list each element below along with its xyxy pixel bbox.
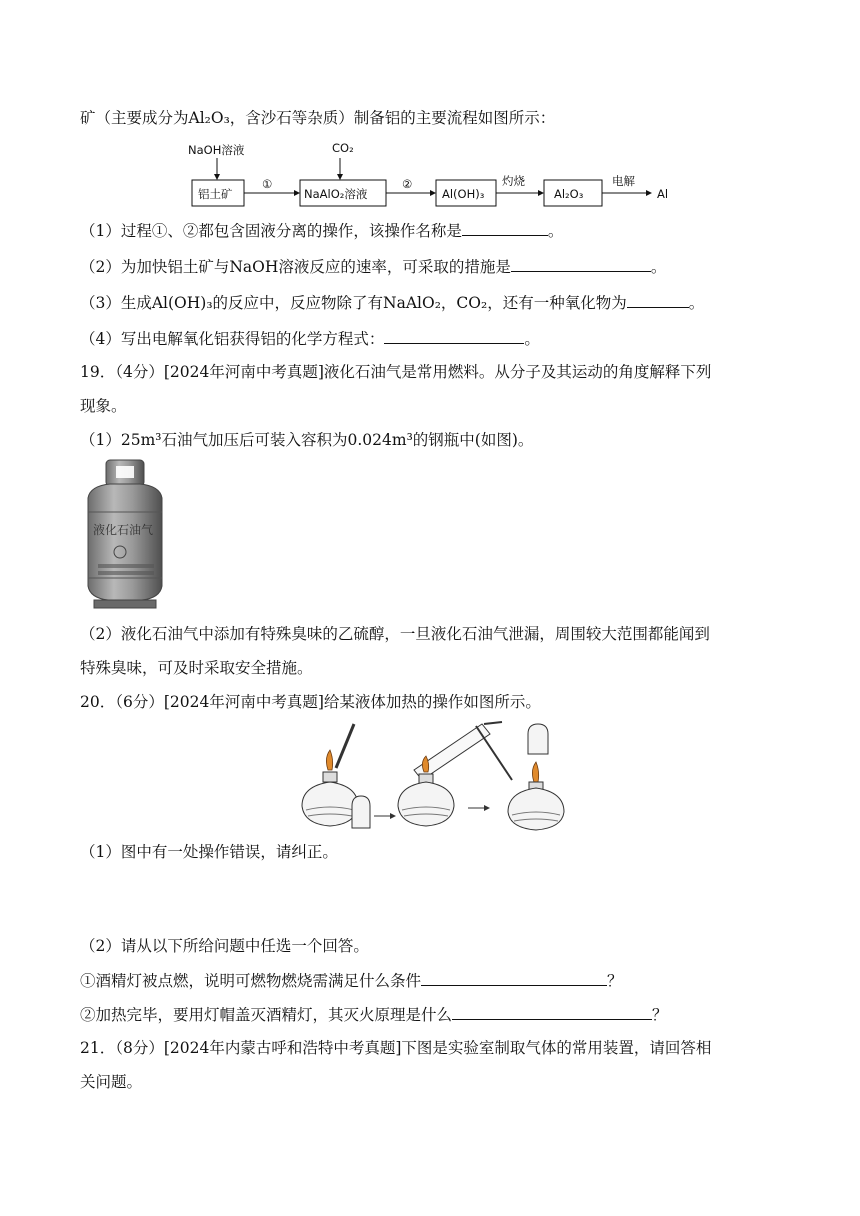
q19-part2-line2: 特殊臭味，可及时采取安全措施。 <box>80 659 313 677</box>
lamp-1 <box>302 724 358 826</box>
process-flow-diagram <box>180 140 680 210</box>
cylinder-label: 液化石油气 <box>93 523 154 537</box>
lamp-2 <box>398 722 512 826</box>
answer-blank[interactable] <box>627 292 689 308</box>
answer-blank[interactable] <box>462 220 548 236</box>
q18-part2: （2）为加快铝土矿与NaOH溶液反应的速率，可采取的措施是 。 <box>80 258 667 276</box>
flow-box-al2o3: Al₂O₃ <box>554 187 584 201</box>
answer-blank[interactable] <box>511 256 651 272</box>
q18-part1: （1）过程①、②都包含固液分离的操作，该操作名称是 。 <box>80 222 564 240</box>
intro-text: 矿（主要成分为Al₂O₃，含沙石等杂质）制备铝的主要流程如图所示： <box>80 109 556 127</box>
q20-stem: 20．（6分）[2024年河南中考真题]给某液体加热的操作如图所示。 <box>80 693 541 711</box>
gas-cylinder-image <box>80 458 170 610</box>
q19-stem-line1: 19．（4分）[2024年河南中考真题]液化石油气是常用燃料。从分子及其运动的角度解释下列 <box>80 363 712 381</box>
flow-step-calcine: 灼烧 <box>502 174 525 188</box>
flow-step-electrolysis: 电解 <box>612 174 635 188</box>
flow-reagent-naoh: NaOH溶液 <box>188 143 245 157</box>
flow-product-al: Al <box>657 187 669 201</box>
q21-stem-line1: 21．（8分）[2024年内蒙古呼和浩特中考真题]下图是实验室制取气体的常用装置，请回答相 <box>80 1039 712 1057</box>
flow-box-bauxite: 铝土矿 <box>198 187 233 201</box>
flow-step-2: ② <box>402 177 413 191</box>
q19-part2-line1: （2）液化石油气中添加有特殊臭味的乙硫醇，一旦液化石油气泄漏，周围较大范围都能闻到 <box>80 625 710 643</box>
q20-option2: ②加热完毕，要用灯帽盖灭酒精灯，其灭火原理是什么 ？ <box>80 1006 668 1024</box>
q20-option1: ①酒精灯被点燃，说明可燃物燃烧需满足什么条件 ？ <box>80 972 623 990</box>
flow-step-1: ① <box>262 177 273 191</box>
q19-part1: （1）25m³石油气加压后可装入容积为0.024m³的钢瓶中(如图)。 <box>80 431 534 449</box>
q21-stem-line2: 关问题。 <box>80 1073 143 1091</box>
q18-part4: （4）写出电解氧化铝获得铝的化学方程式： 。 <box>80 330 540 348</box>
q20-part1: （1）图中有一处操作错误，请纠正。 <box>80 843 338 861</box>
q20-part2: （2）请从以下所给问题中任选一个回答。 <box>80 937 369 955</box>
q19-stem-line2: 现象。 <box>80 397 127 415</box>
flow-box-naalo2: NaAlO₂溶液 <box>304 187 368 201</box>
alcohol-lamp-figure <box>298 720 588 832</box>
lamp-3 <box>508 724 564 830</box>
lamp-cap <box>352 796 370 828</box>
answer-blank[interactable] <box>452 1004 652 1020</box>
flow-box-aloh3: Al(OH)₃ <box>442 187 485 201</box>
answer-blank[interactable] <box>421 970 607 986</box>
q18-part3: （3）生成Al(OH)₃的反应中，反应物除了有NaAlO₂，CO₂，还有一种氧化物为 。 <box>80 294 705 312</box>
flow-reagent-co2: CO₂ <box>332 141 354 155</box>
answer-blank[interactable] <box>384 328 524 344</box>
